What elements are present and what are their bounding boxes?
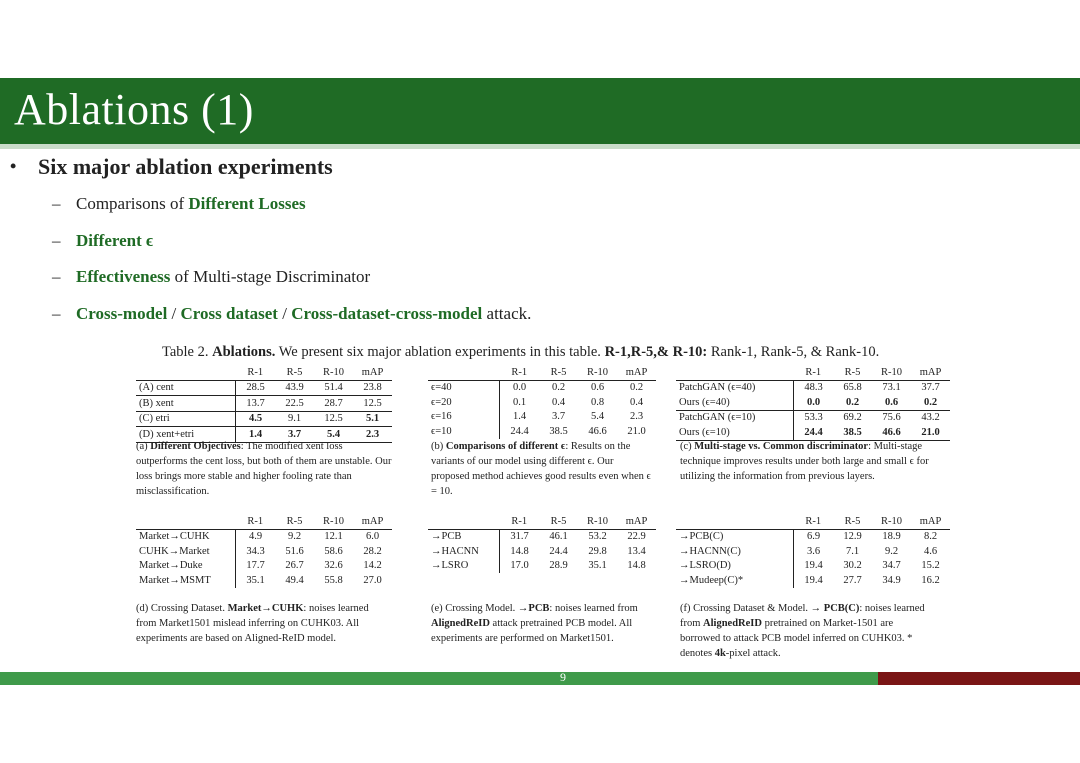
cell: 51.6: [285, 545, 304, 557]
row-label: ϵ=40: [428, 380, 500, 395]
caption-bold: Different Objectives: [150, 441, 241, 452]
row-label: →HACNN: [428, 544, 500, 559]
caption-bold: →PCB: [517, 603, 550, 614]
table-e: [428, 514, 656, 573]
caption-b: [431, 439, 651, 499]
caption-text: : Multi-stage technique improves results under both large and small ϵ for utilizing the information from previous layers.: [680, 441, 929, 482]
cell: 30.2: [843, 560, 862, 572]
cell: 24.4: [794, 425, 834, 440]
cell: 18.9: [882, 531, 901, 543]
cell: 27.7: [843, 574, 862, 586]
row-label: Market→Duke: [136, 559, 236, 574]
caption-bold: → PCB(C): [810, 603, 860, 614]
cell: 0.2: [911, 395, 950, 410]
sub-text: of Multi-stage Discriminator: [170, 267, 371, 286]
header-r5: R-5: [275, 365, 314, 380]
footer-bar-red: [878, 672, 1080, 685]
cell: 7.1: [845, 545, 860, 557]
cell: 43.2: [921, 412, 940, 424]
row-label: Market→MSMT: [136, 573, 236, 588]
row-label: →LSRO(D): [676, 559, 794, 574]
cell: 22.5: [275, 396, 314, 412]
table-a: [136, 365, 392, 443]
row-label: PatchGAN (ϵ=10): [676, 410, 794, 425]
caption-f: [680, 601, 936, 661]
sub-text: Comparisons of: [76, 194, 189, 213]
caption-text: (e) Crossing Model.: [431, 603, 518, 614]
cell: 24.4: [549, 545, 568, 557]
cell: 34.9: [882, 574, 901, 586]
caption-text: : noises learned from: [680, 603, 925, 629]
title-underline: [0, 144, 1080, 149]
caption-text: : Results on the variants of our model using different ϵ. Our proposed method achieves good results even when ϵ = 10.: [431, 441, 651, 497]
cell: 65.8: [843, 382, 862, 394]
row-label: (C) etri: [136, 411, 236, 427]
row-label: (B) xent: [136, 396, 236, 412]
sub-highlight: Cross-dataset-cross-model: [291, 304, 483, 323]
cell: 2.3: [353, 427, 392, 443]
cell: 55.8: [324, 574, 343, 586]
header-map: mAP: [617, 514, 656, 529]
header-r1: R-1: [794, 514, 834, 529]
row-label: CUHK→Market: [136, 544, 236, 559]
cell: 6.0: [365, 531, 380, 543]
cell: 1.4: [236, 427, 276, 443]
cell: 0.1: [512, 396, 527, 408]
row-label: Market→CUHK: [136, 529, 236, 544]
caption-text: Table 2.: [162, 344, 213, 360]
cell: 46.6: [872, 425, 911, 440]
caption-d: [136, 601, 386, 646]
cell: 16.2: [921, 574, 940, 586]
page-number: 9: [560, 670, 566, 684]
header-r1: R-1: [500, 514, 540, 529]
row-label: Ours (ϵ=10): [676, 425, 794, 440]
cell: 0.2: [551, 382, 566, 394]
header-r1: R-1: [236, 514, 276, 529]
dash: –: [52, 194, 61, 213]
table-d: [136, 514, 392, 588]
caption-c: [680, 439, 936, 484]
cell: 4.5: [236, 411, 276, 427]
cell: 17.7: [246, 560, 265, 572]
main-bullet-text: Six major ablation experiments: [38, 154, 333, 179]
cell: 21.0: [911, 425, 950, 440]
cell: 14.8: [510, 545, 529, 557]
cell: 12.5: [353, 396, 392, 412]
header-r1: R-1: [236, 365, 276, 380]
dash: –: [52, 267, 61, 286]
caption-text: attack pretrained PCB model. All experiments are performed on Market1501.: [431, 618, 633, 644]
slide-title: Ablations (1): [14, 85, 254, 134]
cell: 28.5: [236, 380, 276, 396]
cell: 13.7: [236, 396, 276, 412]
cell: 35.1: [588, 560, 607, 572]
main-bullet: [10, 154, 333, 180]
cell: 29.8: [588, 545, 607, 557]
row-label: (A) cent: [136, 380, 236, 396]
caption-text: pretrained on Market-1501 are borrowed to attack PCB model inferred on CUHK03. * denotes: [680, 618, 913, 659]
dash: –: [52, 304, 61, 323]
cell: 0.4: [629, 396, 644, 408]
cell: 1.4: [512, 411, 527, 423]
caption-bold: AlignedReID: [431, 618, 490, 629]
row-label: →HACNN(C): [676, 544, 794, 559]
caption-text: (a): [136, 441, 151, 452]
header-map: mAP: [911, 514, 950, 529]
row-label: Ours (ϵ=40): [676, 395, 794, 410]
caption-bold: R-1,R-5,& R-10:: [604, 344, 708, 360]
caption-text: : The modified xent loss outperforms the cent loss, but both of them are unstable. Our loss brings more stable and higher fooling rate than misclassification.: [136, 441, 392, 497]
cell: 43.9: [275, 380, 314, 396]
cell: 19.4: [804, 560, 823, 572]
cell: 28.7: [314, 396, 353, 412]
cell: 0.2: [629, 382, 644, 394]
cell: 73.1: [882, 382, 901, 394]
row-label: ϵ=16: [428, 410, 500, 425]
sub-bullet-epsilon: [52, 231, 153, 251]
cell: 22.9: [627, 531, 646, 543]
caption-bold: Market→CUHK: [227, 603, 304, 614]
cell: 46.6: [588, 425, 607, 437]
cell: 75.6: [882, 412, 901, 424]
caption-e: [431, 601, 651, 646]
row-label: →PCB: [428, 529, 500, 544]
row-label: ϵ=20: [428, 395, 500, 410]
row-label: PatchGAN (ϵ=40): [676, 380, 794, 395]
cell: 0.2: [833, 395, 872, 410]
sub-bullet-discriminator: [52, 267, 370, 287]
header-r5: R-5: [833, 365, 872, 380]
cell: 0.6: [590, 382, 605, 394]
cell: 12.9: [843, 531, 862, 543]
cell: 3.7: [275, 427, 314, 443]
cell: 2.3: [629, 411, 644, 423]
cell: 69.2: [843, 412, 862, 424]
cell: 38.5: [549, 425, 568, 437]
cell: 32.6: [324, 560, 343, 572]
cell: 23.8: [353, 380, 392, 396]
cell: 49.4: [285, 574, 304, 586]
cell: 5.4: [590, 411, 605, 423]
cell: 27.0: [363, 574, 382, 586]
cell: 26.7: [285, 560, 304, 572]
header-map: mAP: [617, 365, 656, 380]
caption-text: Rank-1, Rank-5, & Rank-10.: [707, 344, 880, 360]
cell: 48.3: [804, 382, 823, 394]
cell: 34.3: [246, 545, 265, 557]
sub-text: /: [277, 304, 292, 323]
cell: 14.8: [627, 560, 646, 572]
sub-highlight: Cross dataset: [180, 304, 278, 323]
cell: 19.4: [804, 574, 823, 586]
caption-bold: Comparisons of different ϵ: [445, 441, 566, 452]
header-r10: R-10: [578, 365, 617, 380]
cell: 21.0: [627, 425, 646, 437]
cell: 38.5: [833, 425, 872, 440]
cell: 53.3: [804, 412, 823, 424]
cell: 3.7: [551, 411, 566, 423]
cell: 0.0: [794, 395, 834, 410]
caption-text: (c): [680, 441, 695, 452]
caption-bold: 4k: [714, 648, 726, 659]
header-map: mAP: [353, 365, 392, 380]
caption-a: [136, 439, 396, 499]
sub-highlight: Different Losses: [188, 194, 306, 213]
caption-bold: AlignedReID: [703, 618, 762, 629]
cell: 0.0: [512, 382, 527, 394]
cell: 58.6: [324, 545, 343, 557]
sub-highlight: Different ϵ: [76, 231, 154, 250]
cell: 9.2: [884, 545, 899, 557]
header-r5: R-5: [539, 365, 578, 380]
cell: 0.4: [551, 396, 566, 408]
cell: 3.6: [806, 545, 821, 557]
caption-text: (b): [431, 441, 446, 452]
cell: 9.1: [275, 411, 314, 427]
cell: 14.2: [363, 560, 382, 572]
cell: 13.4: [627, 545, 646, 557]
cell: 12.5: [314, 411, 353, 427]
cell: 4.9: [248, 531, 263, 543]
header-r10: R-10: [872, 514, 911, 529]
row-label: →PCB(C): [676, 529, 794, 544]
header-r10: R-10: [314, 514, 353, 529]
cell: 53.2: [588, 531, 607, 543]
cell: 17.0: [510, 560, 529, 572]
sub-highlight: Cross-model: [76, 304, 168, 323]
table-b: [428, 365, 656, 439]
row-label: ϵ=10: [428, 424, 500, 439]
header-r10: R-10: [872, 365, 911, 380]
header-r5: R-5: [833, 514, 872, 529]
sub-bullet-losses: [52, 194, 306, 214]
header-r5: R-5: [539, 514, 578, 529]
sub-highlight: Effectiveness: [76, 267, 171, 286]
cell: 28.9: [549, 560, 568, 572]
cell: 12.1: [324, 531, 343, 543]
cell: 34.7: [882, 560, 901, 572]
caption-bold: Ablations.: [212, 344, 276, 360]
bullet-dot: •: [10, 156, 17, 176]
footer-bar-green: [0, 672, 878, 685]
header-r1: R-1: [500, 365, 540, 380]
sub-text: attack.: [482, 304, 532, 323]
caption-text: : noises learned from Market1501 mislead inferring on CUHK03. All experiments are based on Aligned-ReID model.: [136, 603, 369, 644]
cell: 6.9: [806, 531, 821, 543]
header-r10: R-10: [314, 365, 353, 380]
cell: 0.6: [872, 395, 911, 410]
cell: 9.2: [287, 531, 302, 543]
cell: 5.1: [353, 411, 392, 427]
sub-text: /: [167, 304, 181, 323]
caption-text: -pixel attack.: [725, 648, 781, 659]
cell: 4.6: [923, 545, 938, 557]
caption-text: (d) Crossing Dataset.: [136, 603, 228, 614]
row-label: (D) xent+etri: [136, 427, 236, 443]
header-map: mAP: [353, 514, 392, 529]
sub-bullet-cross: [52, 304, 531, 324]
cell: 15.2: [921, 560, 940, 572]
dash: –: [52, 231, 61, 250]
cell: 8.2: [923, 531, 938, 543]
row-label: →LSRO: [428, 559, 500, 574]
header-r10: R-10: [578, 514, 617, 529]
table-f: [676, 514, 950, 588]
row-label: →Mudeep(C)*: [676, 573, 794, 588]
table-c: [676, 365, 950, 441]
title-bar: [0, 78, 1080, 144]
header-map: mAP: [911, 365, 950, 380]
cell: 51.4: [314, 380, 353, 396]
caption-text: We present six major ablation experiments in this table.: [275, 344, 605, 360]
cell: 46.1: [549, 531, 568, 543]
cell: 37.7: [921, 382, 940, 394]
table-caption: [162, 346, 879, 359]
caption-bold: Multi-stage vs. Common discriminator: [694, 441, 869, 452]
caption-text: (f) Crossing Dataset & Model.: [680, 603, 811, 614]
cell: 24.4: [510, 425, 529, 437]
cell: 35.1: [246, 574, 265, 586]
header-r5: R-5: [275, 514, 314, 529]
cell: 0.8: [590, 396, 605, 408]
cell: 5.4: [314, 427, 353, 443]
header-r1: R-1: [794, 365, 834, 380]
cell: 28.2: [363, 545, 382, 557]
cell: 31.7: [510, 531, 529, 543]
caption-text: : noises learned from: [549, 603, 638, 614]
